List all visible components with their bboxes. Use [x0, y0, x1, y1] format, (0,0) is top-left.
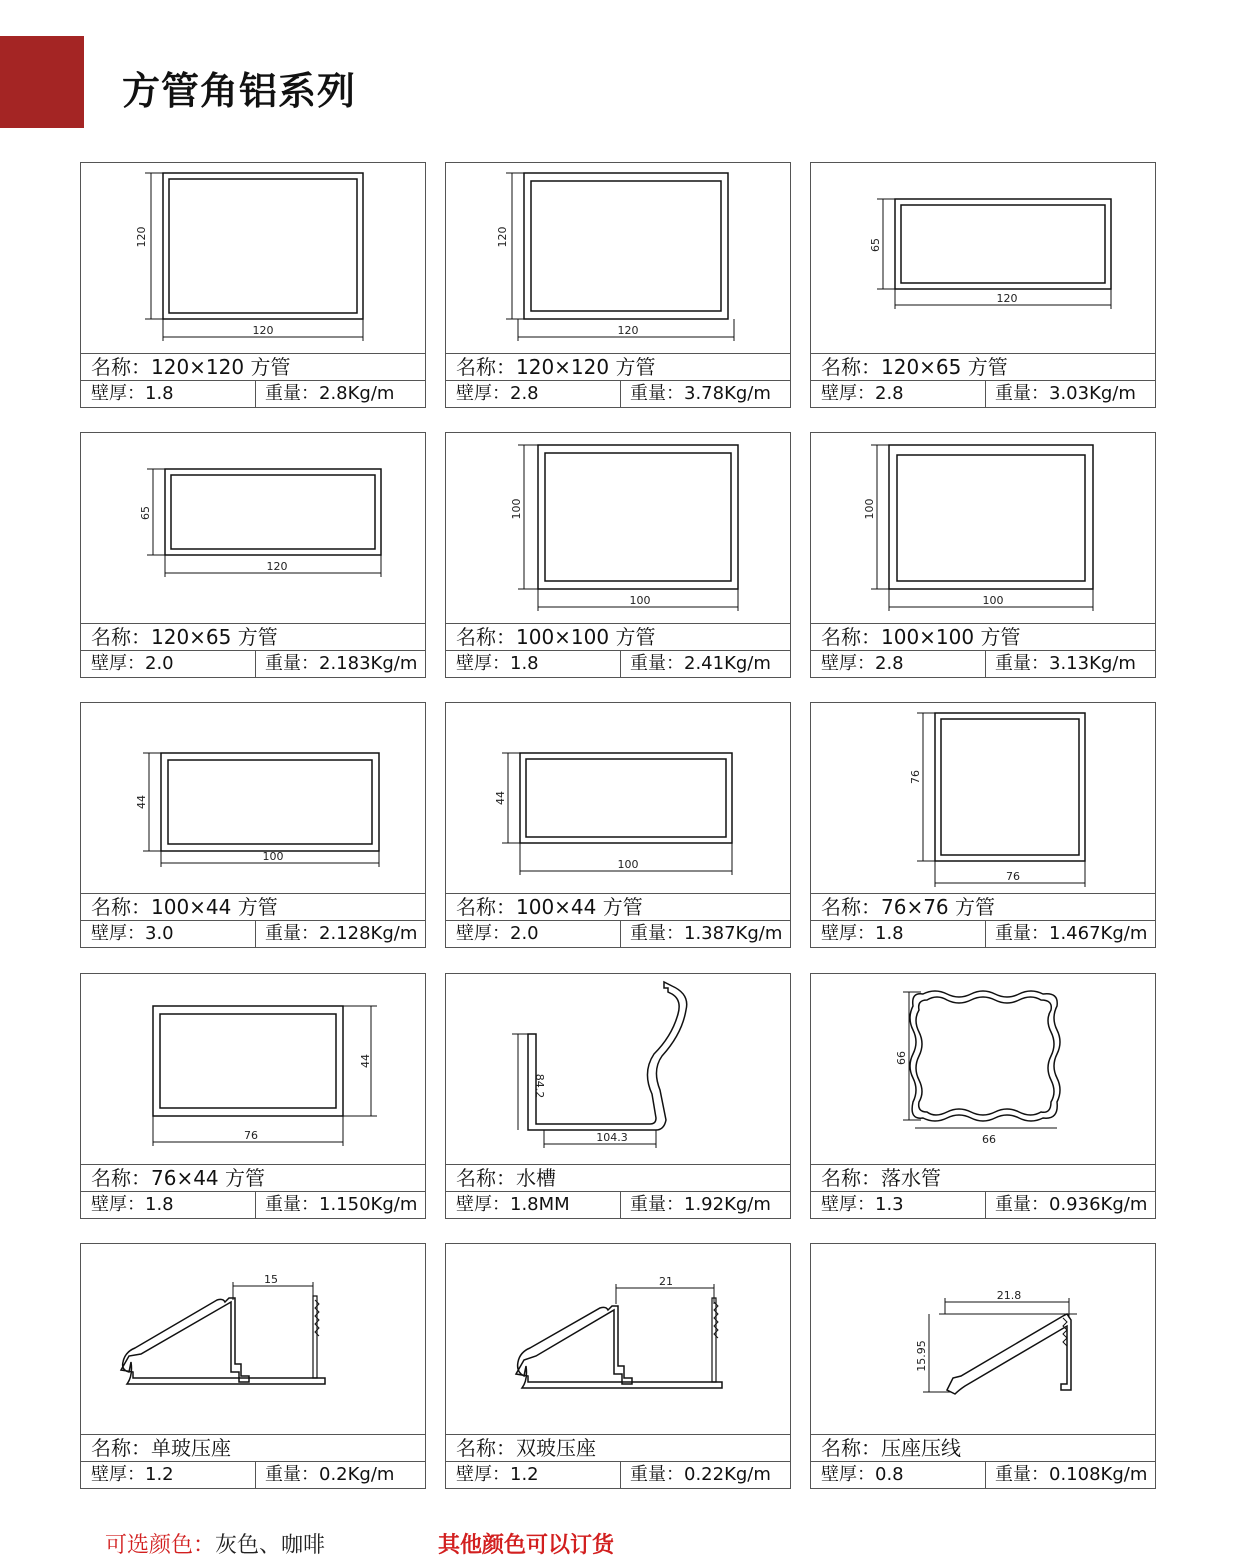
product-name-row: 名称：压座压线	[811, 1434, 1155, 1461]
wall-thickness: 壁厚：1.8	[91, 383, 174, 404]
dim-width-label: 120	[266, 560, 288, 573]
weight-per-meter: 重量：2.183Kg/m	[265, 653, 418, 674]
custom-order-note: 其他颜色可以订货	[438, 1533, 615, 1558]
weight-per-meter: 重量：0.22Kg/m	[630, 1464, 771, 1485]
wall-thickness: 壁厚：1.2	[456, 1464, 539, 1485]
product-card	[445, 702, 791, 948]
product-spec-row	[811, 1461, 1155, 1488]
product-spec-row	[446, 1191, 790, 1218]
weight-per-meter: 重量：2.8Kg/m	[265, 383, 395, 404]
dim-height-label: 100	[863, 498, 876, 520]
dim-height-label: 120	[135, 226, 148, 248]
dim-width-label: 76	[1006, 870, 1020, 883]
wall-thickness: 壁厚：2.0	[456, 923, 539, 944]
product-spec-row	[81, 1191, 425, 1218]
product-name: 120×65 方管	[151, 625, 278, 649]
dim-width-label: 15	[264, 1273, 278, 1286]
dim-width-label: 21.8	[996, 1289, 1022, 1302]
product-name: 落水管	[881, 1166, 941, 1190]
profile-drawing	[811, 1244, 1155, 1434]
product-spec-row	[811, 1191, 1155, 1218]
product-spec-row	[81, 380, 425, 407]
dim-width-label: 100	[629, 594, 651, 607]
profile-drawing	[446, 974, 790, 1164]
dim-width-label: 100	[617, 858, 639, 871]
weight-per-meter: 重量：0.2Kg/m	[265, 1464, 395, 1485]
profile-drawing	[811, 703, 1155, 893]
dim-width-label: 120	[996, 292, 1018, 305]
product-card	[80, 162, 426, 408]
dim-width-label: 100	[982, 594, 1004, 607]
dim-width-label: 21	[659, 1275, 673, 1288]
weight-per-meter: 重量：3.13Kg/m	[995, 653, 1136, 674]
product-spec-row	[811, 920, 1155, 947]
weight-per-meter: 重量：1.92Kg/m	[630, 1194, 771, 1215]
product-card	[445, 432, 791, 678]
dim-height-label: 100	[510, 498, 523, 520]
profile-drawing	[446, 433, 790, 623]
product-card	[445, 162, 791, 408]
dim-width-label: 120	[617, 324, 639, 337]
product-card	[810, 973, 1156, 1219]
profile-drawing	[81, 703, 425, 893]
weight-per-meter: 重量：1.150Kg/m	[265, 1194, 418, 1215]
profile-drawing	[811, 433, 1155, 623]
weight-per-meter: 重量：0.108Kg/m	[995, 1464, 1148, 1485]
product-name-row: 名称：120×65 方管	[811, 353, 1155, 380]
dim-height-label: 15.95	[915, 1340, 928, 1372]
dim-width-label: 120	[252, 324, 274, 337]
product-name-row: 名称：120×120 方管	[446, 353, 790, 380]
profile-drawing	[446, 1244, 790, 1434]
product-name-row: 名称：单玻压座	[81, 1434, 425, 1461]
profile-drawing	[81, 974, 425, 1164]
wall-thickness: 壁厚：1.3	[821, 1194, 904, 1215]
product-name: 100×44 方管	[516, 895, 643, 919]
product-card	[810, 702, 1156, 948]
product-card	[445, 1243, 791, 1489]
product-name: 100×44 方管	[151, 895, 278, 919]
product-spec-row	[811, 380, 1155, 407]
wall-thickness: 壁厚：2.0	[91, 653, 174, 674]
profile-drawing	[81, 163, 425, 353]
wall-thickness: 壁厚：1.8	[456, 653, 539, 674]
product-spec-row	[81, 650, 425, 677]
dim-height-label: 66	[895, 1051, 908, 1065]
dim-height-label: 65	[869, 238, 882, 252]
profile-drawing	[811, 163, 1155, 353]
dim-height-label: 76	[909, 770, 922, 784]
weight-per-meter: 重量：1.387Kg/m	[630, 923, 783, 944]
product-name-row: 名称：76×44 方管	[81, 1164, 425, 1191]
wall-thickness: 壁厚：1.8MM	[456, 1194, 570, 1215]
product-name-row: 名称：120×120 方管	[81, 353, 425, 380]
product-name: 单玻压座	[151, 1436, 231, 1460]
product-spec-row	[81, 1461, 425, 1488]
product-card	[80, 702, 426, 948]
product-name-row: 名称：100×44 方管	[81, 893, 425, 920]
profile-drawing	[446, 163, 790, 353]
product-name: 100×100 方管	[881, 625, 1021, 649]
product-name-row: 名称：76×76 方管	[811, 893, 1155, 920]
product-spec-row	[446, 920, 790, 947]
product-card	[810, 1243, 1156, 1489]
dim-height-label: 44	[494, 791, 507, 805]
product-card	[810, 162, 1156, 408]
product-name-row: 名称：100×44 方管	[446, 893, 790, 920]
header-accent-block	[0, 36, 84, 128]
dim-height-label: 44	[359, 1054, 372, 1068]
product-spec-row	[811, 650, 1155, 677]
dim-height-label: 84.2	[533, 1073, 546, 1099]
product-card	[80, 1243, 426, 1489]
dim-width-label: 76	[244, 1129, 258, 1142]
weight-per-meter: 重量：1.467Kg/m	[995, 923, 1148, 944]
product-name-row: 名称：100×100 方管	[446, 623, 790, 650]
profile-drawing	[81, 433, 425, 623]
product-name: 120×65 方管	[881, 355, 1008, 379]
product-name-row: 名称：落水管	[811, 1164, 1155, 1191]
product-name: 100×100 方管	[516, 625, 656, 649]
product-name-row: 名称：120×65 方管	[81, 623, 425, 650]
product-card	[445, 973, 791, 1219]
product-name: 120×120 方管	[516, 355, 656, 379]
wall-thickness: 壁厚：1.8	[91, 1194, 174, 1215]
dim-height-label: 65	[139, 506, 152, 520]
wall-thickness: 壁厚：2.8	[821, 383, 904, 404]
page-title: 方管角铝系列	[122, 69, 357, 113]
product-name-row: 名称：100×100 方管	[811, 623, 1155, 650]
product-card	[80, 432, 426, 678]
product-spec-row	[446, 1461, 790, 1488]
dim-height-label: 44	[135, 795, 148, 809]
product-name: 76×76 方管	[881, 895, 996, 919]
product-name: 120×120 方管	[151, 355, 291, 379]
profile-drawing	[81, 1244, 425, 1434]
product-card	[80, 973, 426, 1219]
product-spec-row	[446, 380, 790, 407]
wall-thickness: 壁厚：1.8	[821, 923, 904, 944]
weight-per-meter: 重量：0.936Kg/m	[995, 1194, 1148, 1215]
product-name-row: 名称：水槽	[446, 1164, 790, 1191]
wall-thickness: 壁厚：0.8	[821, 1464, 904, 1485]
product-spec-row	[81, 920, 425, 947]
weight-per-meter: 重量：2.128Kg/m	[265, 923, 418, 944]
product-name: 压座压线	[881, 1436, 961, 1460]
product-name: 76×44 方管	[151, 1166, 266, 1190]
wall-thickness: 壁厚：3.0	[91, 923, 174, 944]
dim-width-label: 104.3	[596, 1131, 628, 1144]
weight-per-meter: 重量：3.78Kg/m	[630, 383, 771, 404]
wall-thickness: 壁厚：1.2	[91, 1464, 174, 1485]
product-name-row: 名称：双玻压座	[446, 1434, 790, 1461]
weight-per-meter: 重量：3.03Kg/m	[995, 383, 1136, 404]
wall-thickness: 壁厚：2.8	[456, 383, 539, 404]
product-card	[810, 432, 1156, 678]
dim-width-label: 66	[982, 1133, 996, 1146]
dim-width-label: 100	[262, 850, 284, 863]
product-spec-row	[446, 650, 790, 677]
available-colors: 可选颜色：灰色、咖啡	[105, 1533, 326, 1558]
product-name: 双玻压座	[516, 1436, 596, 1460]
dim-height-label: 120	[496, 226, 509, 248]
weight-per-meter: 重量：2.41Kg/m	[630, 653, 771, 674]
profile-drawing	[811, 974, 1155, 1164]
profile-drawing	[446, 703, 790, 893]
wall-thickness: 壁厚：2.8	[821, 653, 904, 674]
product-name: 水槽	[516, 1166, 556, 1190]
